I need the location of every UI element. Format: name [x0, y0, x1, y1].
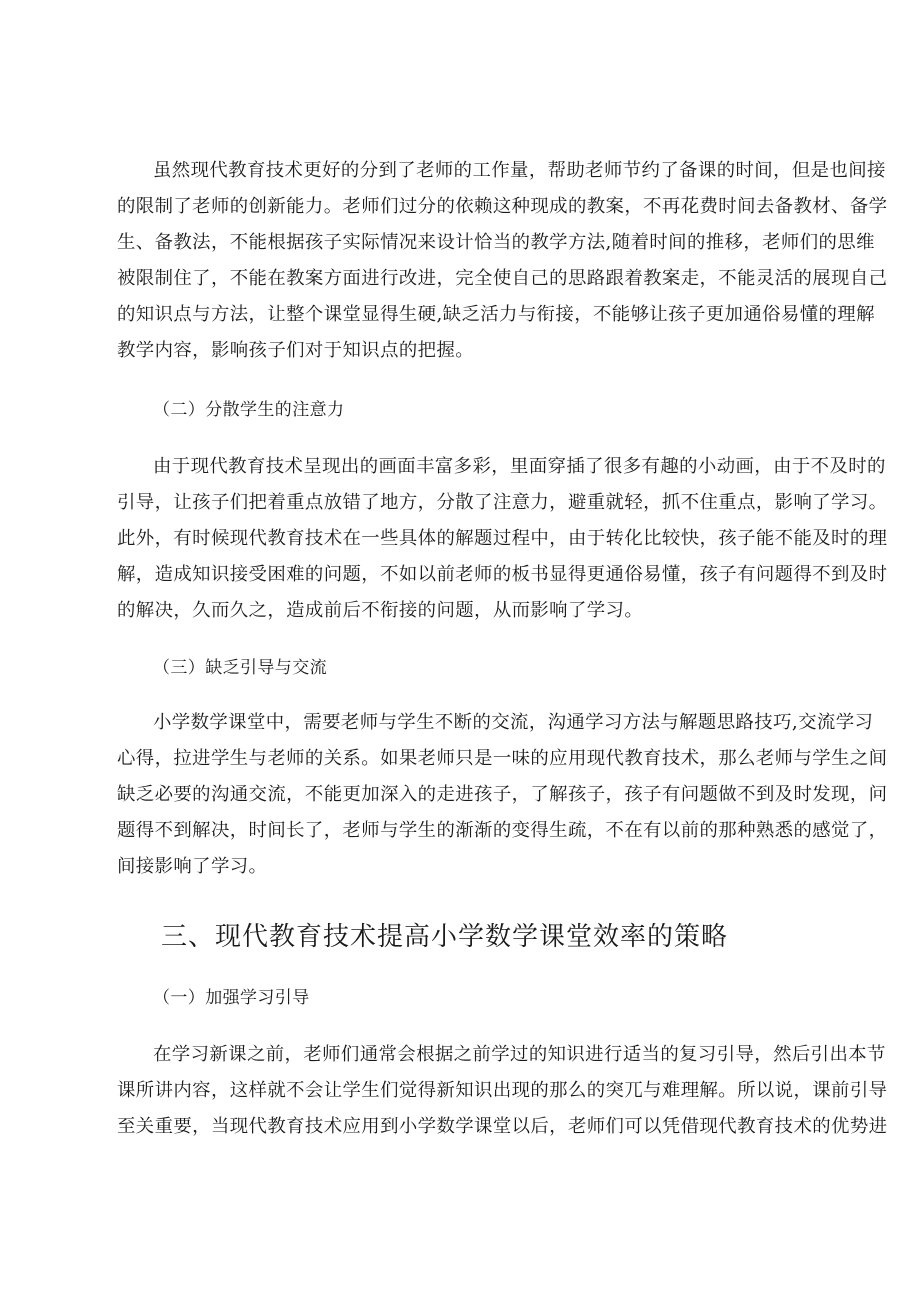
paragraph-2-line-2: 引导，让孩子们把着重点放错了地方，分散了注意力，避重就轻，抓不住重点，影响了学习。 — [117, 492, 888, 513]
paragraph-4-line-2: 课所讲内容，这样就不会让学生们觉得新知识出现的那么的突兀与难理解。所以说，课前引导 — [117, 1080, 888, 1101]
paragraph-3-line-2: 心得，拉进学生与老师的关系。如果老师只是一味的应用现代教育技术，那么老师与学生之间 — [117, 748, 888, 769]
paragraph-2-line-5: 的解决，久而久之，造成前后不衔接的问题，从而影响了学习。 — [117, 600, 644, 621]
subheading-strengthen-guidance: （一）加强学习引导 — [153, 988, 310, 1008]
paragraph-3-line-3: 缺乏必要的沟通交流，不能更加深入的走进孩子，了解孩子，孩子有问题做不到及时发现，问 — [117, 784, 888, 805]
paragraph-2-line-4: 解，造成知识接受困难的问题，不如以前老师的板书显得更通俗易懂，孩子有问题得不到及时 — [117, 564, 888, 585]
paragraph-1-line-3: 生、备教法，不能根据孩子实际情况来设计恰当的教学方法,随着时间的推移，老师们的思维 — [117, 232, 875, 253]
paragraph-2-line-3: 此外，有时候现代教育技术在一些具体的解题过程中，由于转化比较快，孩子能不能及时的理 — [117, 528, 888, 549]
paragraph-2-line-1: 由于现代教育技术呈现出的画面丰富多彩，里面穿插了很多有趣的小动画，由于不及时的 — [153, 456, 886, 477]
paragraph-1-line-4: 被限制住了，不能在教案方面进行改进，完全使自己的思路跟着教案走，不能灵活的展现自己 — [117, 268, 888, 289]
paragraph-1-line-6: 教学内容，影响孩子们对于知识点的把握。 — [117, 340, 475, 361]
paragraph-4-line-3: 至关重要，当现代教育技术应用到小学数学课堂以后，老师们可以凭借现代教育技术的优势进 — [117, 1116, 888, 1137]
subheading-guidance-communication: （三）缺乏引导与交流 — [153, 658, 327, 678]
paragraph-3-line-4: 题得不到解决，时间长了，老师与学生的渐渐的变得生疏，不在有以前的那种熟悉的感觉了， — [117, 820, 888, 841]
paragraph-1-line-1: 虽然现代教育技术更好的分到了老师的工作量，帮助老师节约了备课的时间，但是也间接 — [153, 160, 886, 181]
paragraph-1-line-2: 的限制了老师的创新能力。老师们过分的依赖这种现成的教案，不再花费时间去备教材、备学 — [117, 196, 888, 217]
paragraph-1-line-5: 的知识点与方法，让整个课堂显得生硬,缺乏活力与衔接，不能够让孩子更加通俗易懂的理解 — [117, 304, 875, 325]
paragraph-4-line-1: 在学习新课之前，老师们通常会根据之前学过的知识进行适当的复习引导，然后引出本节 — [153, 1044, 886, 1065]
paragraph-3-line-5: 间接影响了学习。 — [117, 856, 268, 877]
section-3-title: 三、现代教育技术提高小学数学课堂效率的策略 — [161, 922, 729, 952]
paragraph-3-line-1: 小学数学课堂中，需要老师与学生不断的交流，沟通学习方法与解题思路技巧,交流学习 — [153, 712, 874, 733]
subheading-distraction: （二）分散学生的注意力 — [153, 400, 345, 420]
